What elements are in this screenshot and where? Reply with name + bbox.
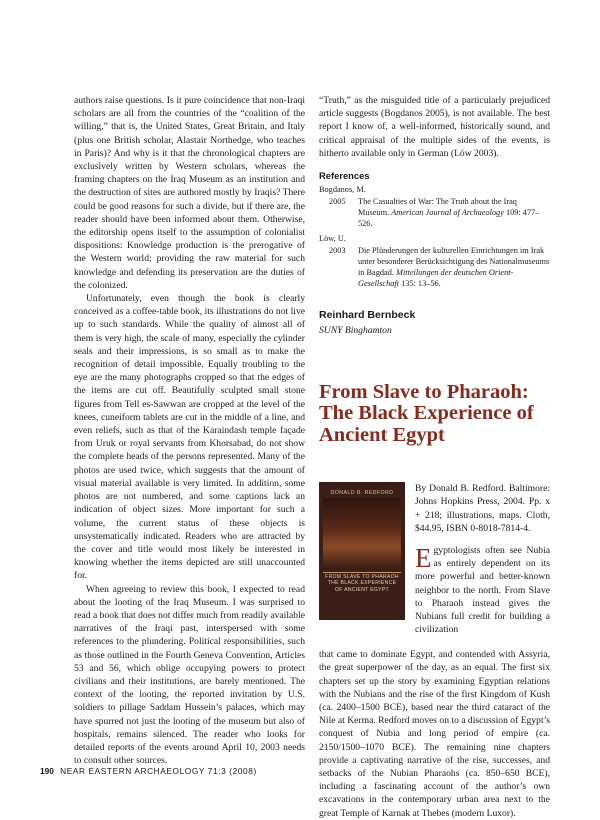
reference-entry [319, 196, 550, 229]
review-body: that came to dominate Egypt, and contended with Assyria, the great superpower of the day, as an equal. The first six chapters set up the story by examining Egyptian relations with the Nubians and the rise of the first Kingdom of Kush (ca. 2400–1500 BCE), based near the third cataract of the Nile at Kerma. Redford moves on to a discussion of Egypt’s conquest of Nubia and long period of empire (ca. 2150/1500–1070 BCE). The remaining nine chapters provide a captivating narrative of the rise, successes, and setbacks of the Nubian Pharaohs (ca. 850–650 BCE), including a fascinating account of the author’s own excavations in the contemporary urban area next to the great Temple of Karnak at Thebes (modern Luxor). [319, 649, 551, 819]
reference-entry [319, 245, 550, 289]
body-paragraph: “Truth,” as the misguided title of a particularly prejudiced article suggests (Bogdanos 2005), is not available. The best report I know of, a well-informed, historically sound, and critical appraisal of the multiple sides of the events, is hitherto available only in German (Löw 2003). [319, 95, 550, 159]
reference-text [358, 196, 550, 229]
book-review-block [319, 482, 551, 819]
reference-year: 2005 [329, 197, 346, 207]
reference-item [319, 233, 550, 289]
reference-text [358, 245, 550, 289]
cover-title [319, 574, 405, 593]
drop-cap: E [415, 542, 432, 573]
reference-journal: Mitteilungen der deutschen Orient-Gesellschaft [358, 268, 514, 289]
reviewer-affiliation: SUNY Binghamton [319, 325, 392, 337]
right-column [319, 94, 551, 819]
cover-author: DONALD B. REDFORD [330, 490, 394, 497]
body-paragraph: authors raise questions. Is it pure coincidence that non-Iraqi scholars are all from the countries of the “coalition of the willing,” that is, the United States, Great Britain, and Italy (plus one British scholar, Alastair Northedge, who teaches in Paris)? And why is it that the chronological chapters are exclusively written by Western scholars, whereas the framing chapters on the Iraq Museum as an institution and the destruction of sites are authored mostly by Iraqis? There could be good reasons for such a divide, but if there are, the reader should have been informed about them. Otherwise, the editorship opens itself to the assumption of colonialist dispositions: Knowledge production is the prerogative of the Western world; providing the raw material for such knowledge and defending its preservation are the duties of the colonized. [74, 95, 305, 291]
review-intro [415, 544, 550, 636]
reference-item [319, 184, 550, 229]
page-number: 190 [40, 766, 54, 776]
references-heading: References [319, 170, 370, 182]
cover-title-line: OF ANCIENT EGYPT [335, 586, 389, 593]
reference-year: 2003 [329, 246, 346, 256]
intro-text: gyptologists often see Nubia as entirely dependent on its more powerful and better-known neighbor to the north. From Slave to Pharaoh instead gives the Nubians full credit for building a civilization [415, 544, 550, 636]
reference-author: Bogdanos, M. [319, 185, 366, 195]
review-title-line: From Slave to Pharaoh: [319, 380, 529, 403]
reference-journal: American Journal of Archaeology [391, 208, 504, 218]
cover-title-line: THE BLACK EXPERIENCE [327, 580, 397, 587]
reference-title: Die Plünderungen der kulturellen Einrichtungen im Irak unter besonderer Berücksichtigung des Nationalmuseums in Bagdad. [358, 246, 550, 278]
reviewer-signature [319, 309, 550, 337]
cover-artwork [323, 498, 401, 568]
review-title-line: The Black Experience of [319, 402, 534, 425]
review-title [319, 382, 550, 447]
left-column [74, 94, 305, 767]
journal-name: NEAR EASTERN ARCHAEOLOGY 71:3 (2008) [60, 766, 257, 776]
reference-pages: 109: 477–526. [358, 208, 540, 229]
body-paragraph: When agreeing to review this book, I expected to read about the looting of the Iraq Museum. I was surprised to read a book that does not differ much from readily available narratives of the Iraqi past, interspersed with some references to the plundering. Political responsibilities, such as those outlined in the Fourth Geneva Convention, Articles 53 and 56, which oblige occupying powers to protect civilians and their institutions, are barely mentioned. The context of the looting, the reported invitation by U.S. soldiers to pillage Saddam Hussein’s palaces, which may have spurred not just the looting of the museum but also of hospitals, remains silenced. The reader who looks for detailed reports of the events around April 10, 2003 needs to consult other sources. [74, 583, 305, 767]
review-title-line: Ancient Egypt [319, 423, 445, 446]
book-cover-image [319, 482, 405, 620]
book-citation: By Donald B. Redford. Baltimore: Johns Hopkins Press, 2004. Pp. x + 218; illustrations, maps. Cloth, $44.95, ISBN 0-8018-7814-4. [415, 483, 550, 534]
cover-title-line: FROM SLAVE TO PHARAOH [325, 574, 399, 581]
reference-title: The Casualties of War: The Truth about the Iraq Museum. [358, 197, 517, 218]
body-paragraph: Unfortunately, even though the book is clearly conceived as a coffee-table book, its illustrations do not live up to such standards. While the quality of almost all of them is very high, the scale of many, especially the cylinder seals and their impressions, is so small as to make the recognition of detail impossible. Equally troubling to the eye are the many photographs cropped so that the edges of the items are cut off. Beautifully sculpted small stone figures from Tell es-Sawwan are cropped at the level of the knees, cuneiform tablets are cut in the middle of a line, and even reliefs, such as that of the Karaindash temple façade from Uruk or royal servants from Khorsabad, do not show the complete heads of the persons represented. Many of the photos are used twice, which suggests that the amount of visual material available is very limited. In addition, some photos are not numbered, and some captions lack an indication of object sizes. More important for such a volume, the current status of these objects is unsystematically indicated. Readers who are attracted by the cover and title would most likely be interested in knowing whether the items depicted are still unaccounted for. [74, 293, 305, 582]
page-footer [40, 766, 257, 776]
reference-pages: 135: 13–56. [399, 279, 441, 289]
reference-author: Löw, U. [319, 234, 346, 244]
reviewer-name: Reinhard Bernbeck [319, 309, 416, 322]
cover-divider [323, 572, 401, 573]
